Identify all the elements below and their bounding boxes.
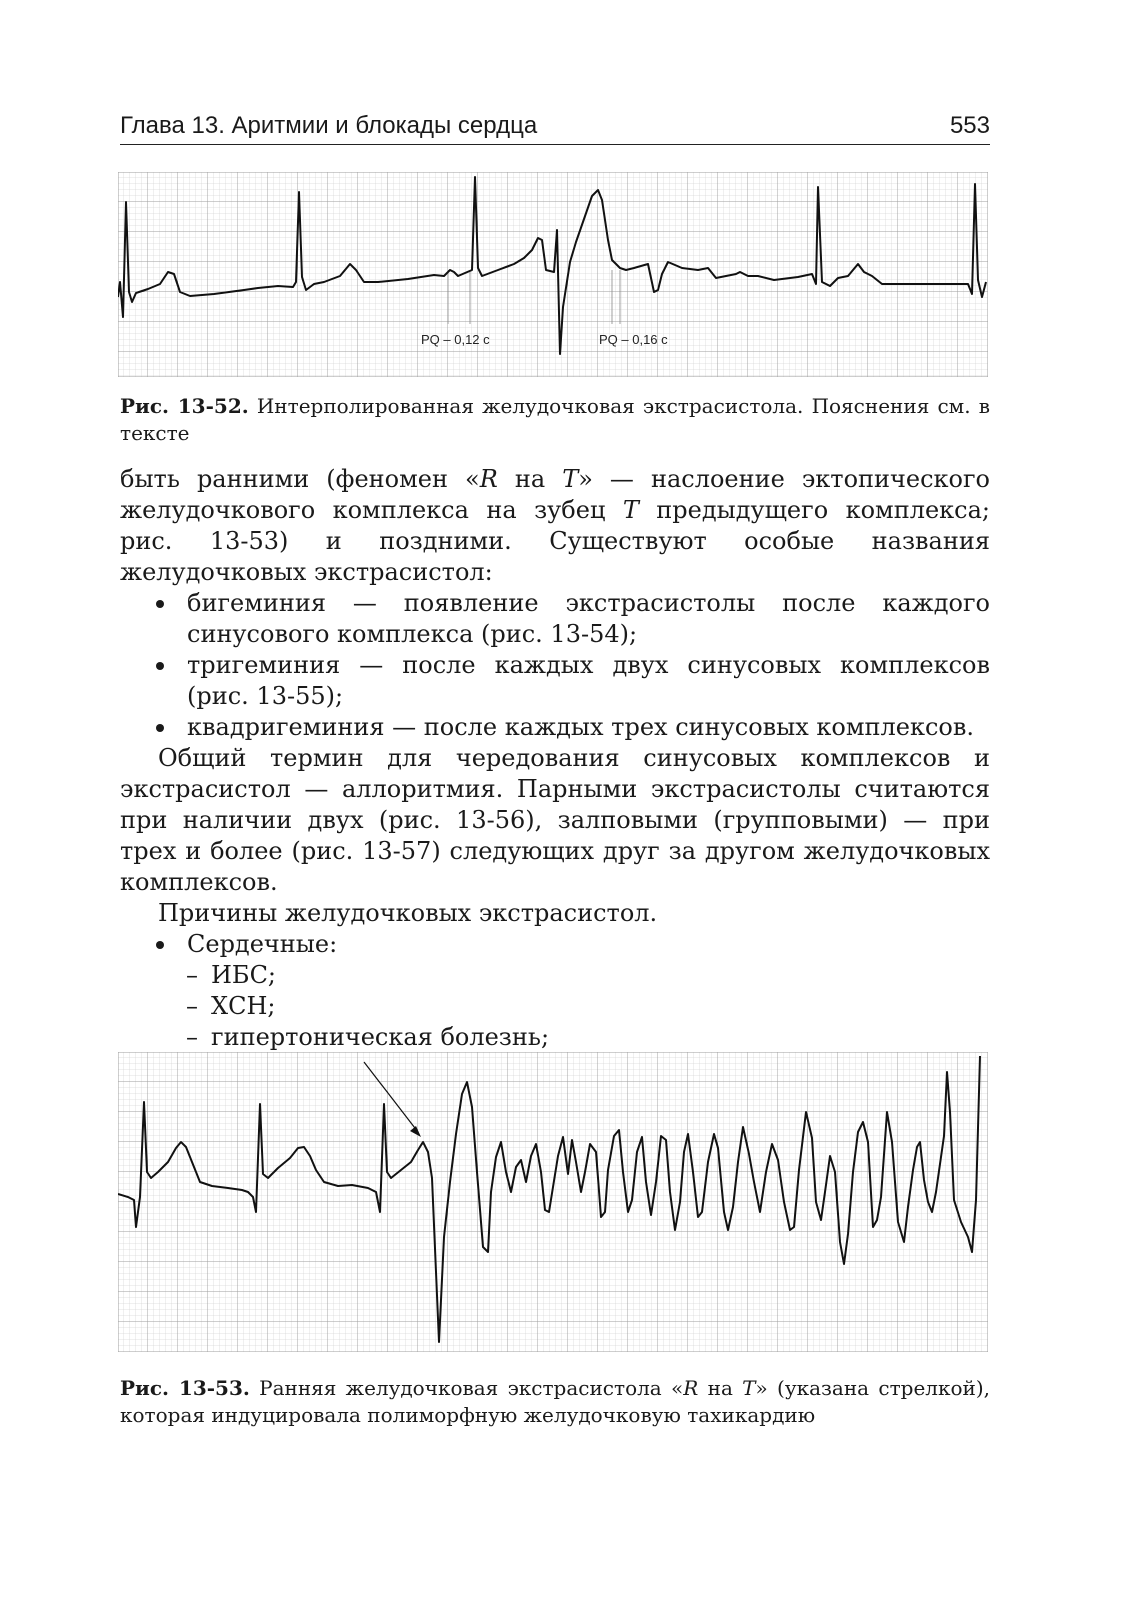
- caption-label: Рис. 13-53.: [120, 1376, 250, 1400]
- bullet-icon: [156, 941, 164, 949]
- page-number: 553: [949, 112, 990, 139]
- dash-icon: –: [186, 961, 198, 989]
- dash-icon: –: [186, 1023, 198, 1051]
- paragraph-3: Причины желудочковых экстрасистол.: [158, 899, 658, 927]
- bullet-icon: [156, 724, 164, 732]
- dash-icon: –: [186, 992, 198, 1020]
- sub-list-item: – ИБС;: [186, 961, 277, 989]
- sub-list-item: – ХСН;: [186, 992, 276, 1020]
- sub-list-item: – гипертоническая болезнь;: [186, 1023, 550, 1051]
- running-header: [120, 110, 990, 145]
- ecg-figure-13-52: [118, 172, 988, 377]
- caption-text: Интерполированная желудочковая экстрасистола. Пояснения см. в тексте: [120, 394, 990, 445]
- pq-label-2: PQ – 0,16 с: [599, 332, 668, 347]
- figure-caption-13-53: Рис. 13-53. Ранняя желудочковая экстрасистола «R на T» (указана стрелкой), которая индуцировала полиморфную желудочковую тахикардию: [120, 1376, 991, 1427]
- bullet-item: Сердечные:: [120, 929, 990, 960]
- bullet-icon: [156, 600, 164, 608]
- bullet-item: тригеминия — после каждых двух синусовых комплексов (рис. 13-55);: [120, 650, 990, 712]
- caption-label: Рис. 13-52.: [120, 394, 249, 418]
- paragraph-2: Общий термин для чередования синусовых комплексов и экстрасистол — аллоритмия. Парными экстрасистолы считаются при наличии двух (рис. 13-56), залповыми (групповыми) — при трех и более (рис. 13-57) следующих друг за другом желудочковых комплексов.: [120, 744, 990, 896]
- ecg-strip-13-53: [118, 1052, 988, 1352]
- paragraph-1: быть ранними (феномен «R на T» — наслоение эктопического желудочкового комплекса на зубец T предыдущего комплекса; рис. 13-53) и поздними. Существуют особые названия желудочковых экстрасистол:: [120, 465, 991, 586]
- bullet-icon: [156, 662, 164, 670]
- figure-caption-13-52: [120, 393, 990, 447]
- chapter-title: Глава 13. Аритмии и блокады сердца: [120, 112, 538, 139]
- ecg-strip-13-52: [118, 172, 988, 377]
- bullet-item: квадригеминия — после каждых трех синусовых комплексов.: [120, 712, 990, 743]
- bullet-item: бигеминия — появление экстрасистолы после каждого синусового комплекса (рис. 13-54);: [120, 588, 990, 650]
- ecg-figure-13-53: [118, 1052, 988, 1352]
- body-text: [120, 464, 990, 1053]
- pq-label-1: PQ – 0,12 с: [421, 332, 490, 347]
